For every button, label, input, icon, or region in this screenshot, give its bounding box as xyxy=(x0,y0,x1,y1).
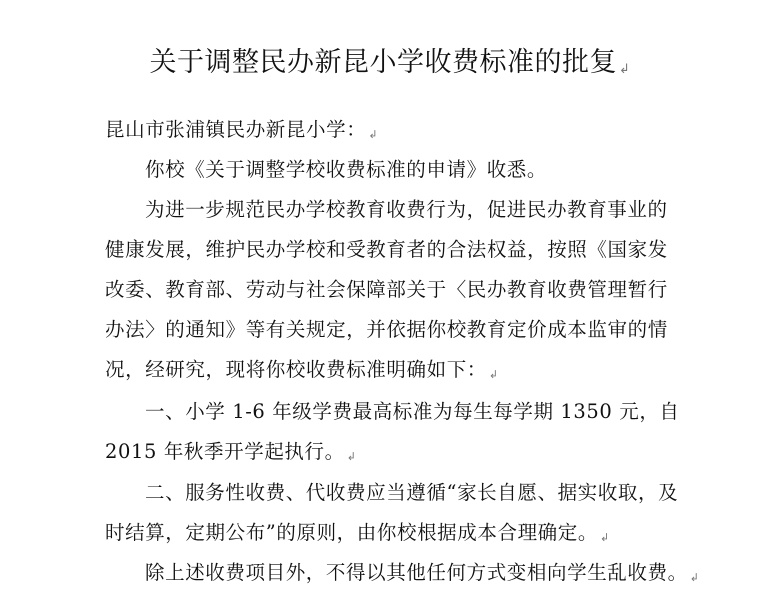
paragraph-line: 况，经研究，现将你校收费标准明确如下： ↲ xyxy=(105,358,499,381)
paragraph-mark: ↲ xyxy=(368,128,379,141)
paragraph-line: 时结算，定期公布”的原则，由你校根据成本合理确定。 ↲ xyxy=(105,521,610,544)
paragraph-line: 一、小学 1-6 年级学费最高标准为每生每学期 1350 元，自 xyxy=(145,400,680,423)
paragraph-line: 健康发展，维护民办学校和受教育者的合法权益，按照《国家发 xyxy=(105,238,668,261)
paragraph-mark: ↲ xyxy=(599,531,610,544)
paragraph-mark: ↲ xyxy=(619,62,631,77)
paragraph-mark: ↲ xyxy=(689,571,700,584)
paragraph-line: 除上述收费项目外，不得以其他任何方式变相向学生乱收费。 ↲ xyxy=(145,561,700,584)
title-text: 关于调整民办新昆小学收费标准的批复 xyxy=(149,47,618,78)
paragraph-line: 你校《关于调整学校收费标准的申请》收悉。 xyxy=(145,158,548,181)
paragraph-line: 办法〉的通知》等有关规定，并依据你校教育定价成本监审的情 xyxy=(105,318,668,341)
paragraph-mark: ↲ xyxy=(488,368,499,381)
paragraph-line: 改委、教育部、劳动与社会保障部关于〈民办教育收费管理暂行 xyxy=(105,278,668,301)
document-title xyxy=(0,40,780,79)
paragraph-line: 2015 年秋季开学起执行。 ↲ xyxy=(105,440,357,463)
paragraph-line: 二、服务性收费、代收费应当遵循“家长自愿、据实收取，及 xyxy=(145,481,679,504)
paragraph-line: 为进一步规范民办学校教育收费行为，促进民办教育事业的 xyxy=(145,198,668,221)
addressee-line: 昆山市张浦镇民办新昆小学： ↲ xyxy=(105,118,379,141)
paragraph-mark: ↲ xyxy=(346,450,357,463)
